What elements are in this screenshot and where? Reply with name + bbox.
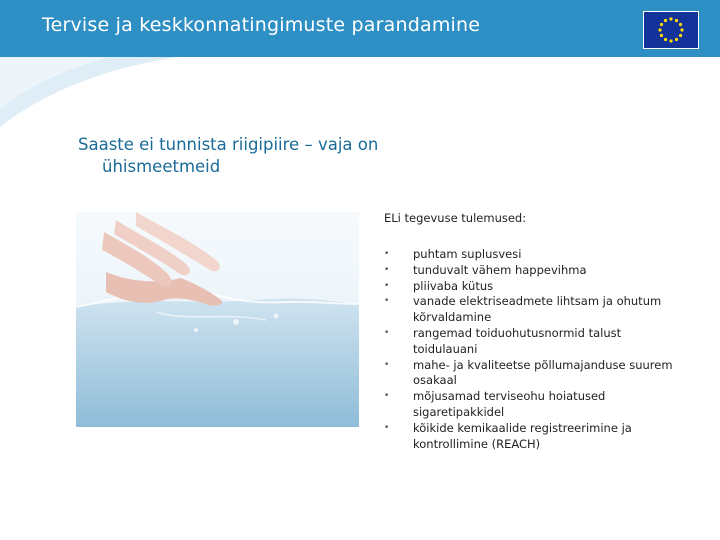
star-icon	[660, 34, 663, 37]
list-item-text: puhtam suplusvesi	[413, 247, 522, 261]
eu-flag-icon	[643, 11, 699, 49]
star-icon	[660, 23, 663, 26]
list-item	[384, 247, 684, 263]
list-item	[384, 389, 684, 421]
bullet-point: •	[384, 249, 390, 259]
list-item-text: rangemad toiduohutusnormid talust toidulauani	[413, 325, 622, 356]
list-item	[384, 279, 684, 295]
list-item-text: pliivaba kütus	[413, 278, 494, 293]
star-icon	[675, 38, 678, 41]
star-icon	[669, 17, 672, 20]
star-icon	[658, 28, 661, 31]
list-item-text: mõjusamad terviseohu hoiatused sigaretipakkidel	[413, 389, 606, 419]
list-item	[384, 294, 684, 326]
subtitle-line: Saaste ei tunnista riigipiire – vaja on	[78, 135, 379, 154]
list-item	[384, 326, 684, 358]
bullet-point: •	[384, 296, 390, 307]
list-item	[384, 263, 684, 279]
slide-subtitle	[78, 134, 438, 178]
hand-water-photo	[76, 212, 359, 427]
results-heading: ELi tegevuse tulemused:	[384, 211, 527, 225]
list-item-text: mahe- ja kvaliteetse põllumajanduse suurem osakaal	[413, 357, 673, 388]
star-icon	[679, 23, 682, 26]
bullet-point: •	[384, 280, 390, 291]
star-icon	[664, 38, 667, 41]
subtitle-line: ühismeetmeid	[102, 157, 221, 176]
star-icon	[680, 28, 683, 31]
list-item-text: tunduvalt vähem happevihma	[413, 262, 587, 277]
bullet-point: •	[384, 359, 390, 370]
results-list	[384, 247, 684, 452]
list-item-text: kõikide kemikaalide registreerimine ja kontrollimine (REACH)	[413, 420, 632, 451]
bullet-point: •	[384, 264, 390, 275]
star-icon	[669, 39, 672, 42]
header-bar	[0, 0, 720, 57]
star-icon	[664, 19, 667, 22]
bullet-point: •	[384, 391, 390, 402]
slide-title: Tervise ja keskkonnatingimuste parandamine	[42, 14, 481, 36]
star-icon	[679, 34, 682, 37]
list-item	[384, 421, 684, 453]
list-item-text: vanade elektriseadmete lihtsam ja ohutum kõrvaldamine	[413, 294, 662, 325]
list-item	[384, 358, 684, 390]
bullet-point: •	[384, 327, 390, 338]
star-icon	[675, 19, 678, 22]
bullet-point: •	[384, 422, 390, 433]
decorative-swoosh	[0, 57, 200, 137]
